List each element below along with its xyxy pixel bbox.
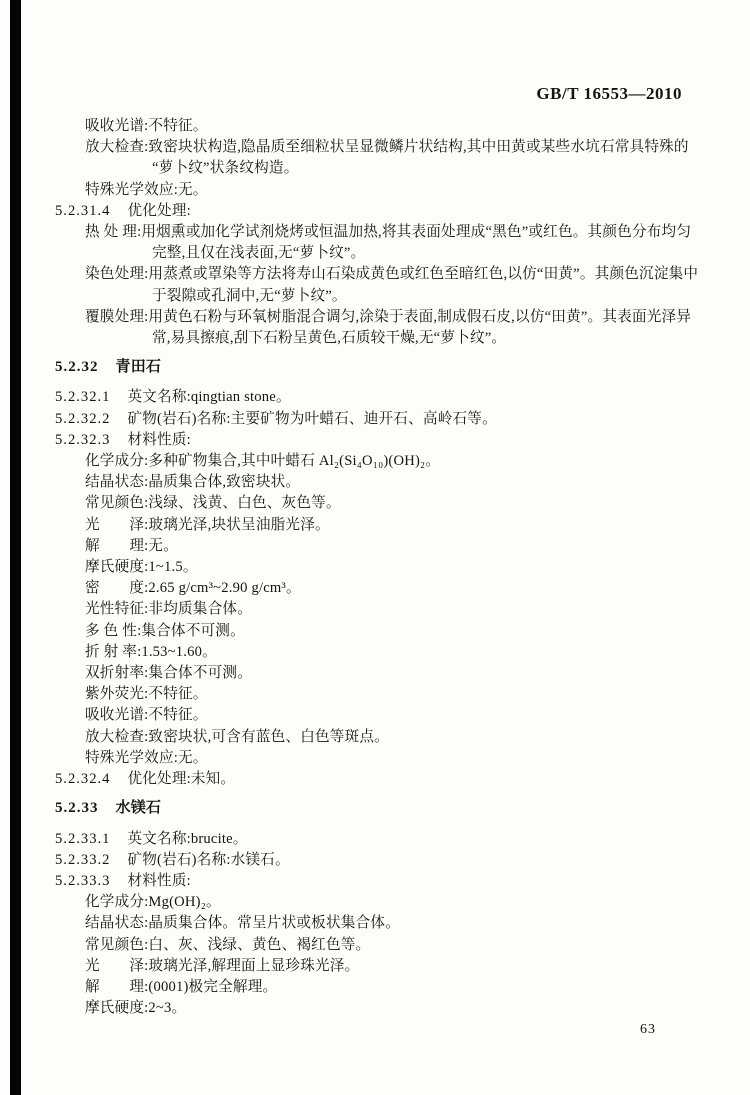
clause-number: 5.2.32.3 — [55, 431, 111, 448]
clause-text: 英文名称:qingtian stone。 — [127, 389, 291, 406]
clause-text: 材料性质: — [127, 872, 191, 889]
clause-number: 5.2.33 — [55, 800, 99, 817]
clause-number: 5.2.32 — [55, 359, 99, 376]
section-heading — [0, 357, 750, 378]
clause-number: 5.2.33.2 — [55, 851, 111, 868]
property-line: 紫外荧光:不特征。 — [85, 686, 208, 703]
property-line: 解 理:无。 — [85, 537, 179, 554]
property-line: 热 处 理:用烟熏或加化学试剂烧烤或恒温加热,将其表面处理成“黑色”或红色。其颜色分布均匀 — [85, 224, 692, 241]
continuation-line: 于裂隙或孔洞中,无“萝卜纹”。 — [152, 287, 347, 304]
property-line: 吸收光谱:不特征。 — [85, 118, 208, 134]
property-line: 结晶状态:晶质集合体。常呈片状或板状集合体。 — [85, 915, 400, 932]
property-line: 化学成分:Mg(OH)₂。 — [85, 894, 221, 911]
numbered-clause — [0, 387, 750, 408]
property-line: 化学成分:多种矿物集合,其中叶蜡石 Al₂(Si₄O₁₀)(OH)₂。 — [85, 453, 441, 470]
clause-number: 5.2.33.3 — [55, 872, 111, 889]
numbered-clause — [0, 871, 750, 892]
numbered-clause — [0, 769, 750, 790]
clause-text: 英文名称:brucite。 — [127, 830, 248, 847]
property-line: 吸收光谱:不特征。 — [85, 707, 208, 724]
clause-number: 5.2.33.1 — [55, 830, 111, 847]
property-line: 结晶状态:晶质集合体,致密块状。 — [85, 474, 301, 491]
property-line: 特殊光学效应:无。 — [85, 749, 208, 766]
continuation-line: 常,易具擦痕,刮下石粉呈黄色,石质较干燥,无“萝卜纹”。 — [152, 330, 507, 347]
property-line: 常见颜色:浅绿、浅黄、白色、灰色等。 — [85, 495, 341, 512]
standard-number-header: GB/T 16553—2010 — [536, 84, 682, 103]
property-line: 折 射 率:1.53~1.60。 — [85, 643, 217, 660]
clause-text: 优化处理:未知。 — [127, 771, 236, 788]
property-line: 染色处理:用蒸煮或罩染等方法将寿山石染成黄色或红色至暗红色,以仿“田黄”。其颜色沉淀集中 — [85, 266, 699, 283]
property-line: 放大检查:致密块状构造,隐晶质至细粒状呈显微鳞片状结构,其中田黄或某些水坑石常具特殊的 — [85, 139, 689, 156]
numbered-clause — [0, 829, 750, 850]
clause-number: 5.2.31.4 — [55, 202, 111, 219]
clause-text: 矿物(岩石)名称:主要矿物为叶蜡石、迪开石、高岭石等。 — [127, 410, 497, 427]
property-line: 摩氏硬度:2~3。 — [85, 1000, 187, 1017]
property-line: 常见颜色:白、灰、浅绿、黄色、褐红色等。 — [85, 936, 371, 953]
clause-text: 优化处理: — [127, 202, 191, 219]
numbered-clause — [0, 850, 750, 871]
property-line: 密 度:2.65 g/cm³~2.90 g/cm³。 — [85, 580, 301, 597]
document-body — [0, 116, 750, 1019]
clause-number: 5.2.32.2 — [55, 410, 111, 427]
property-line: 光 泽:玻璃光泽,解理面上显珍珠光泽。 — [85, 957, 360, 974]
numbered-clause — [0, 430, 750, 451]
clause-text: 材料性质: — [127, 431, 191, 448]
property-line: 放大检查:致密块状,可含有蓝色、白色等斑点。 — [85, 728, 389, 745]
property-line: 覆膜处理:用黄色石粉与环氧树脂混合调匀,涂染于表面,制成假石皮,以仿“田黄”。其表面光泽异 — [85, 308, 692, 325]
clause-number: 5.2.32.4 — [55, 771, 111, 788]
clause-text: 青田石 — [115, 359, 162, 376]
property-line: 摩氏硬度:1~1.5。 — [85, 559, 198, 576]
property-line: 多 色 性:集合体不可测。 — [85, 622, 245, 639]
clause-number: 5.2.32.1 — [55, 389, 111, 406]
numbered-clause — [0, 201, 750, 222]
property-line: 特殊光学效应:无。 — [85, 181, 208, 198]
property-line: 解 理:(0001)极完全解理。 — [85, 978, 278, 995]
section-heading — [0, 798, 750, 819]
continuation-line: 完整,且仅在浅表面,无“萝卜纹”。 — [152, 245, 366, 262]
property-line: 光 泽:玻璃光泽,块状呈油脂光泽。 — [85, 516, 330, 533]
continuation-line: “萝卜纹”状条纹构造。 — [152, 160, 299, 177]
property-line: 光性特征:非均质集合体。 — [85, 601, 252, 618]
numbered-clause — [0, 409, 750, 430]
page-number: 63 — [640, 1022, 656, 1037]
property-line: 双折射率:集合体不可测。 — [85, 665, 252, 682]
clause-text: 水镁石 — [115, 800, 162, 817]
clause-text: 矿物(岩石)名称:水镁石。 — [127, 851, 290, 868]
